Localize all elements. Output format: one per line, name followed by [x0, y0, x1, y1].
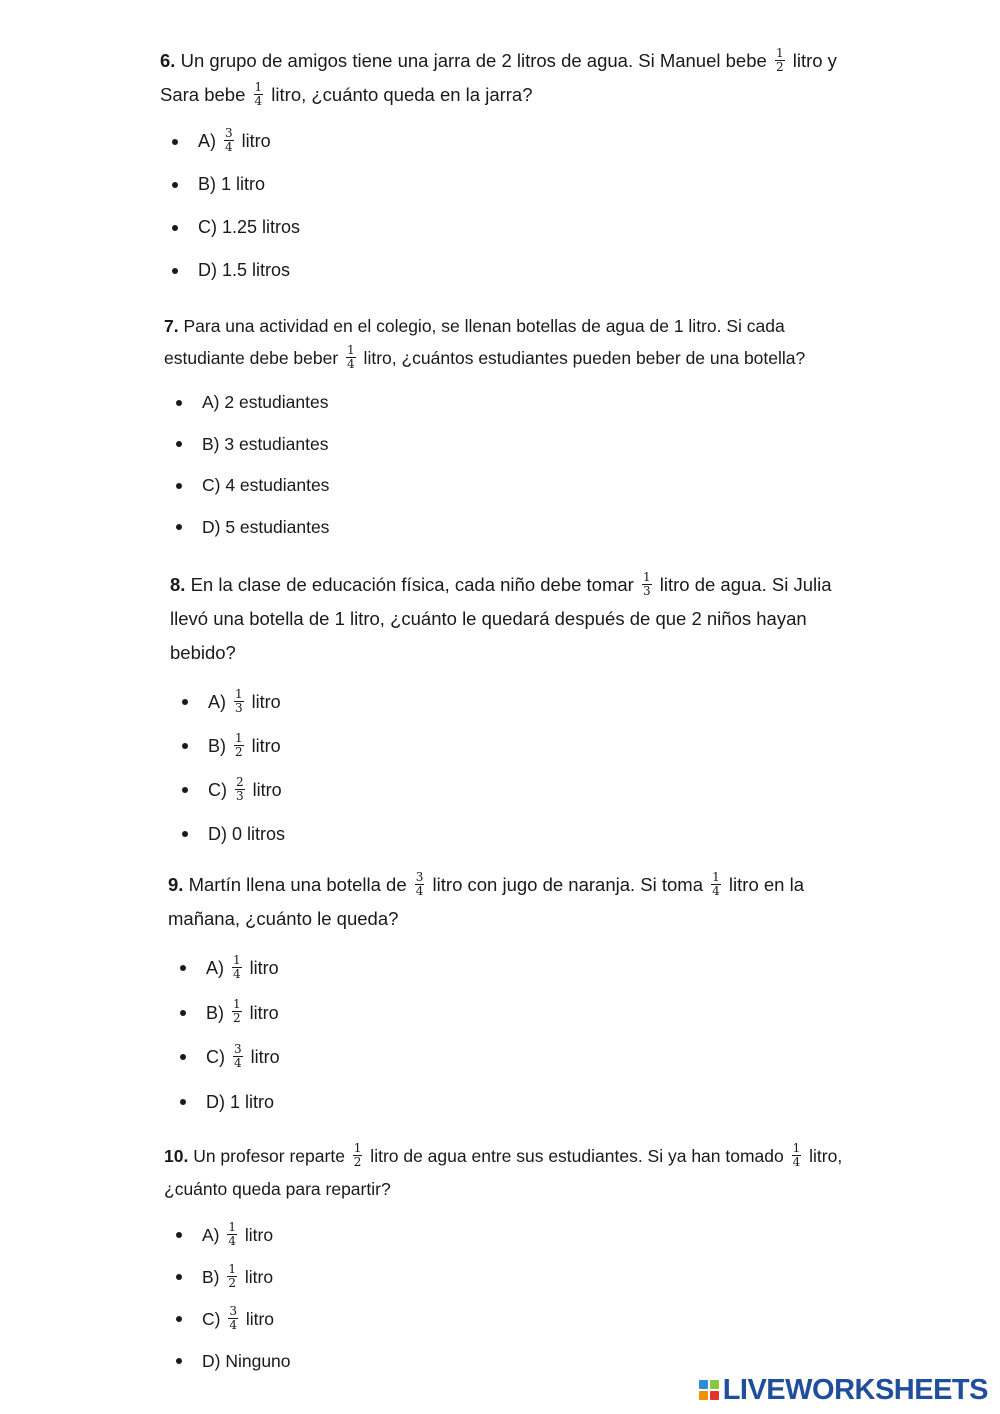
text-segment: litro [246, 692, 281, 712]
answer-option [164, 1298, 1000, 1340]
fraction-numerator: 1 [233, 997, 241, 1012]
answer-option [164, 1256, 1000, 1298]
text-segment: D) 5 estudiantes [202, 516, 330, 537]
question-stem [0, 44, 1000, 112]
fraction-numerator: 1 [228, 1219, 237, 1234]
text-segment: litro en la mañana, ¿cuánto le queda? [168, 874, 805, 929]
fraction [353, 1140, 363, 1169]
fraction-numerator: 1 [228, 1261, 237, 1276]
logo-text: LIVEWORKSHEETS [722, 1373, 988, 1406]
fraction-numerator: 3 [234, 1041, 242, 1056]
text-segment: En la clase de educación física, cada niño debe tomar [185, 574, 639, 595]
fraction-denominator: 4 [415, 883, 424, 898]
question-stem [0, 1140, 1000, 1206]
question-number: 6. [160, 50, 176, 71]
logo-tile [699, 1380, 708, 1389]
fraction-numerator: 3 [225, 125, 233, 140]
answer-option [164, 382, 1000, 424]
text-segment: D) 1 litro [206, 1091, 275, 1112]
fraction [775, 45, 785, 74]
fraction-numerator: 1 [235, 686, 243, 701]
fraction [232, 952, 242, 981]
answer-option [168, 946, 1000, 991]
text-segment: litro [244, 1002, 279, 1023]
text-segment: D) 1.5 litros [198, 260, 291, 280]
fraction-denominator: 3 [236, 788, 244, 803]
answer-option [170, 812, 1000, 856]
fraction-numerator: 3 [229, 1303, 237, 1318]
fraction-denominator: 2 [353, 1154, 362, 1169]
fraction-numerator: 1 [254, 79, 263, 94]
text-segment: Para una actividad en el colegio, se llenan botellas de agua de 1 litro. Si cada estudiante debe beber [164, 316, 785, 368]
fraction [415, 869, 425, 898]
text-segment: Martín llena una botella de [183, 874, 412, 895]
text-segment: litro [246, 736, 281, 756]
logo-tile [710, 1391, 719, 1400]
fraction [792, 1140, 802, 1169]
text-segment: litro, ¿cuánto queda para repartir? [164, 1146, 843, 1199]
answer-options [170, 680, 1000, 856]
fraction-numerator: 3 [415, 869, 424, 884]
fraction-denominator: 2 [228, 1275, 237, 1290]
text-segment: litro, ¿cuántos estudiantes pueden beber de una botella? [358, 348, 806, 368]
fraction-numerator: 1 [353, 1140, 362, 1155]
fraction-numerator: 1 [235, 730, 243, 745]
answer-option [168, 991, 1000, 1036]
fraction-numerator: 1 [775, 45, 784, 60]
fraction-denominator: 4 [228, 1233, 237, 1248]
question-7 [0, 310, 1000, 548]
text-segment: litro [240, 1225, 274, 1245]
fraction-numerator: 1 [712, 869, 720, 884]
question-8 [0, 568, 1000, 856]
liveworksheets-logo-icon [699, 1380, 719, 1400]
question-number: 8. [170, 574, 186, 595]
text-segment: litro con jugo de naranja. Si toma [427, 874, 709, 895]
fraction [227, 1261, 237, 1290]
text-segment: A) [198, 131, 222, 151]
fraction [642, 569, 652, 598]
answer-options [164, 1214, 1000, 1382]
answer-options [160, 120, 1000, 292]
fraction-denominator: 4 [234, 1055, 242, 1070]
text-segment: C) [208, 780, 232, 800]
fraction-denominator: 4 [254, 93, 263, 108]
answer-option [164, 465, 1000, 507]
question-stem [0, 310, 1000, 374]
text-segment: litro, ¿cuánto queda en la jarra? [266, 84, 533, 105]
answer-option [160, 120, 1000, 163]
question-10 [0, 1140, 1000, 1382]
fraction [233, 1041, 243, 1070]
fraction-denominator: 4 [229, 1317, 237, 1332]
answer-option [170, 768, 1000, 812]
question-stem [0, 868, 1000, 936]
text-segment: litro [236, 131, 271, 151]
answer-options [168, 946, 1000, 1124]
answer-options [164, 382, 1000, 548]
logo-tile [699, 1391, 708, 1400]
text-segment: litro de agua entre sus estudiantes. Si ya han tomado [365, 1146, 789, 1166]
fraction-numerator: 1 [642, 569, 651, 584]
answer-option [160, 163, 1000, 206]
fraction-denominator: 2 [233, 1011, 241, 1026]
fraction [228, 1303, 238, 1332]
fraction [235, 774, 245, 803]
text-segment: B) 3 estudiantes [202, 433, 329, 454]
text-segment: A) [202, 1225, 225, 1245]
fraction-denominator: 4 [712, 883, 720, 898]
answer-option [160, 206, 1000, 249]
text-segment: C) 4 estudiantes [202, 475, 330, 495]
text-segment: C) [206, 1047, 230, 1067]
fraction [234, 686, 244, 715]
answer-option [164, 424, 1000, 466]
answer-option [170, 680, 1000, 724]
text-segment: D) Ninguno [202, 1351, 291, 1371]
text-segment: A) 2 estudiantes [202, 392, 329, 412]
text-segment: C) 1.25 litros [198, 217, 301, 237]
fraction [227, 1219, 237, 1248]
question-number: 7. [164, 316, 179, 336]
text-segment: litro de agua. Si Julia llevó una botella de 1 litro, ¿cuánto le quedará después de que 2 niños hayan bebido? [170, 574, 832, 663]
text-segment: B) 1 litro [198, 174, 266, 194]
question-number: 10. [164, 1146, 189, 1166]
text-segment: C) [202, 1309, 226, 1329]
text-segment: litro [240, 1309, 275, 1329]
fraction-numerator: 2 [236, 774, 244, 789]
fraction-numerator: 1 [347, 342, 355, 357]
text-segment: B) [206, 1002, 230, 1023]
question-number: 9. [168, 874, 184, 895]
fraction-denominator: 3 [235, 700, 243, 715]
text-segment: litro [240, 1267, 274, 1287]
fraction [711, 869, 721, 898]
fraction [224, 125, 234, 154]
fraction-denominator: 2 [235, 744, 243, 759]
text-segment: Un profesor reparte [188, 1146, 350, 1166]
answer-option [170, 724, 1000, 768]
question-6 [0, 44, 1000, 292]
answer-option [168, 1035, 1000, 1080]
fraction-denominator: 4 [225, 139, 233, 154]
fraction-numerator: 1 [233, 952, 241, 967]
question-stem [0, 568, 1000, 670]
fraction-denominator: 4 [347, 356, 355, 371]
text-segment: B) [202, 1267, 225, 1287]
answer-option [160, 249, 1000, 292]
liveworksheets-logo [699, 1372, 988, 1408]
text-segment: D) 0 litros [208, 824, 286, 844]
text-segment: Un grupo de amigos tiene una jarra de 2 litros de agua. Si Manuel bebe [175, 50, 772, 71]
fraction-denominator: 3 [642, 583, 651, 598]
fraction [346, 342, 356, 371]
answer-option [164, 1214, 1000, 1256]
logo-tile [710, 1380, 719, 1389]
fraction [254, 79, 264, 108]
answer-option [164, 507, 1000, 549]
text-segment: litro [245, 1047, 280, 1067]
text-segment: litro [247, 780, 282, 800]
text-segment: A) [208, 692, 232, 712]
question-9 [0, 868, 1000, 1124]
answer-option [168, 1080, 1000, 1125]
fraction-numerator: 1 [792, 1140, 801, 1155]
text-segment: litro [244, 958, 279, 978]
fraction-denominator: 4 [792, 1154, 801, 1169]
text-segment: litro y Sara bebe [160, 50, 837, 105]
text-segment: A) [206, 958, 230, 978]
fraction [234, 730, 244, 759]
fraction-denominator: 2 [775, 59, 784, 74]
text-segment: B) [208, 736, 232, 756]
fraction [232, 999, 242, 1024]
fraction-denominator: 4 [233, 966, 241, 981]
